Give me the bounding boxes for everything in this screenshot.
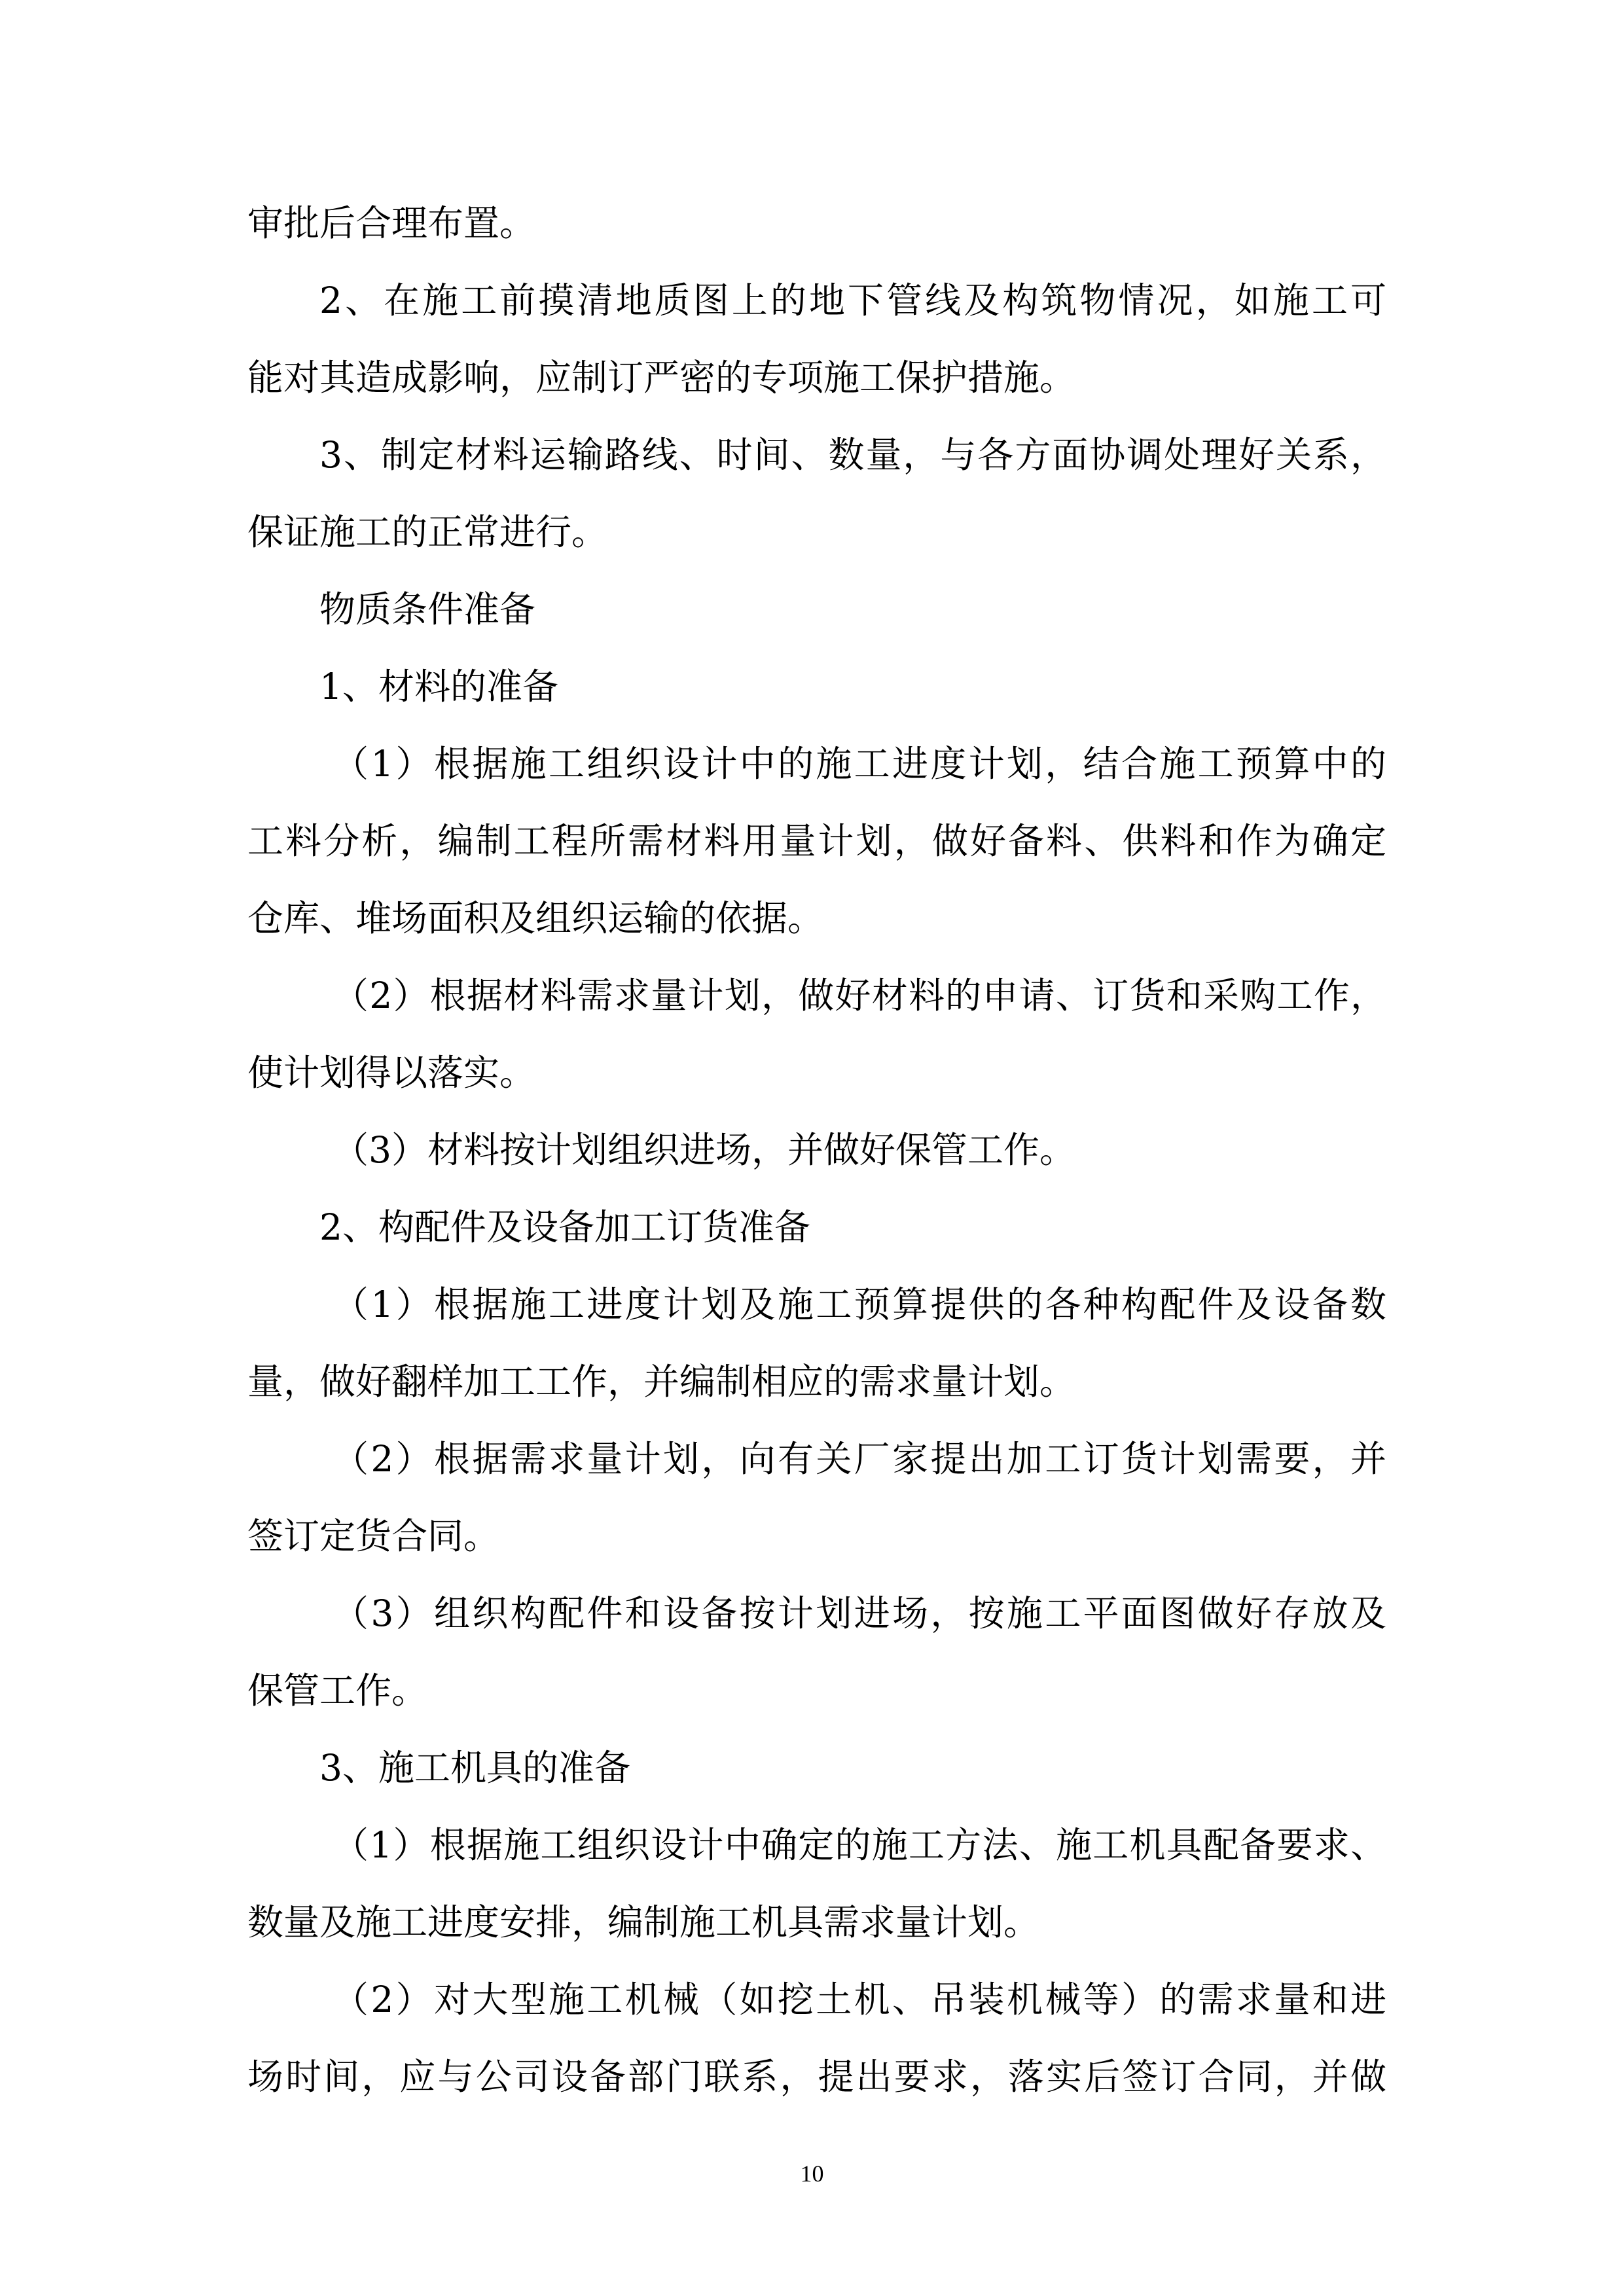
body-text bbox=[247, 185, 1386, 2115]
text-line: 工料分析，编制工程所需材料用量计划，做好备料、供料和作为确定 bbox=[247, 820, 1386, 862]
text-line: （3）组织构配件和设备按计划进场，按施工平面图做好存放及 bbox=[333, 1592, 1386, 1634]
text-line: 仓库、堆场面积及组织运输的依据。 bbox=[247, 897, 824, 939]
subsection-heading: 3、施工机具的准备 bbox=[319, 1747, 630, 1789]
text-line: 2、在施工前摸清地质图上的地下管线及构筑物情况，如施工可 bbox=[319, 279, 1386, 321]
text-line: 保证施工的正常进行。 bbox=[247, 511, 608, 553]
text-line: （2）对大型施工机械（如挖土机、吊装机械等）的需求量和进 bbox=[333, 1979, 1386, 2020]
text-line: （2）根据需求量计划，向有关厂家提出加工订货计划需要，并 bbox=[333, 1438, 1386, 1480]
text-line: （1）根据施工进度计划及施工预算提供的各种构配件及设备数 bbox=[333, 1283, 1386, 1325]
text-line: （2）根据材料需求量计划，做好材料的申请、订货和采购工作， bbox=[333, 975, 1386, 1016]
subsection-heading: 2、构配件及设备加工订货准备 bbox=[319, 1206, 810, 1248]
text-line: （1）根据施工组织设计中的施工进度计划，结合施工预算中的 bbox=[333, 743, 1386, 785]
text-line: （1）根据施工组织设计中确定的施工方法、施工机具配备要求、 bbox=[333, 1824, 1386, 1866]
text-line: 量，做好翻样加工工作，并编制相应的需求量计划。 bbox=[247, 1361, 1076, 1403]
text-line: 能对其造成影响，应制订严密的专项施工保护措施。 bbox=[247, 357, 1076, 399]
text-line: 场时间，应与公司设备部门联系，提出要求，落实后签订合同，并做 bbox=[247, 2056, 1386, 2098]
text-line: 审批后合理布置。 bbox=[247, 202, 536, 244]
text-line: 数量及施工进度安排，编制施工机具需求量计划。 bbox=[247, 1901, 1040, 1943]
text-line: 保管工作。 bbox=[247, 1670, 428, 1712]
text-line: （3）材料按计划组织进场，并做好保管工作。 bbox=[333, 1129, 1075, 1171]
section-heading: 物质条件准备 bbox=[319, 588, 536, 630]
page-number: 10 bbox=[800, 2161, 824, 2187]
text-line: 3、制定材料运输路线、时间、数量，与各方面协调处理好关系， bbox=[319, 434, 1386, 476]
subsection-heading: 1、材料的准备 bbox=[319, 666, 558, 708]
text-line: 使计划得以落实。 bbox=[247, 1052, 536, 1094]
text-line: 签订定货合同。 bbox=[247, 1515, 500, 1557]
